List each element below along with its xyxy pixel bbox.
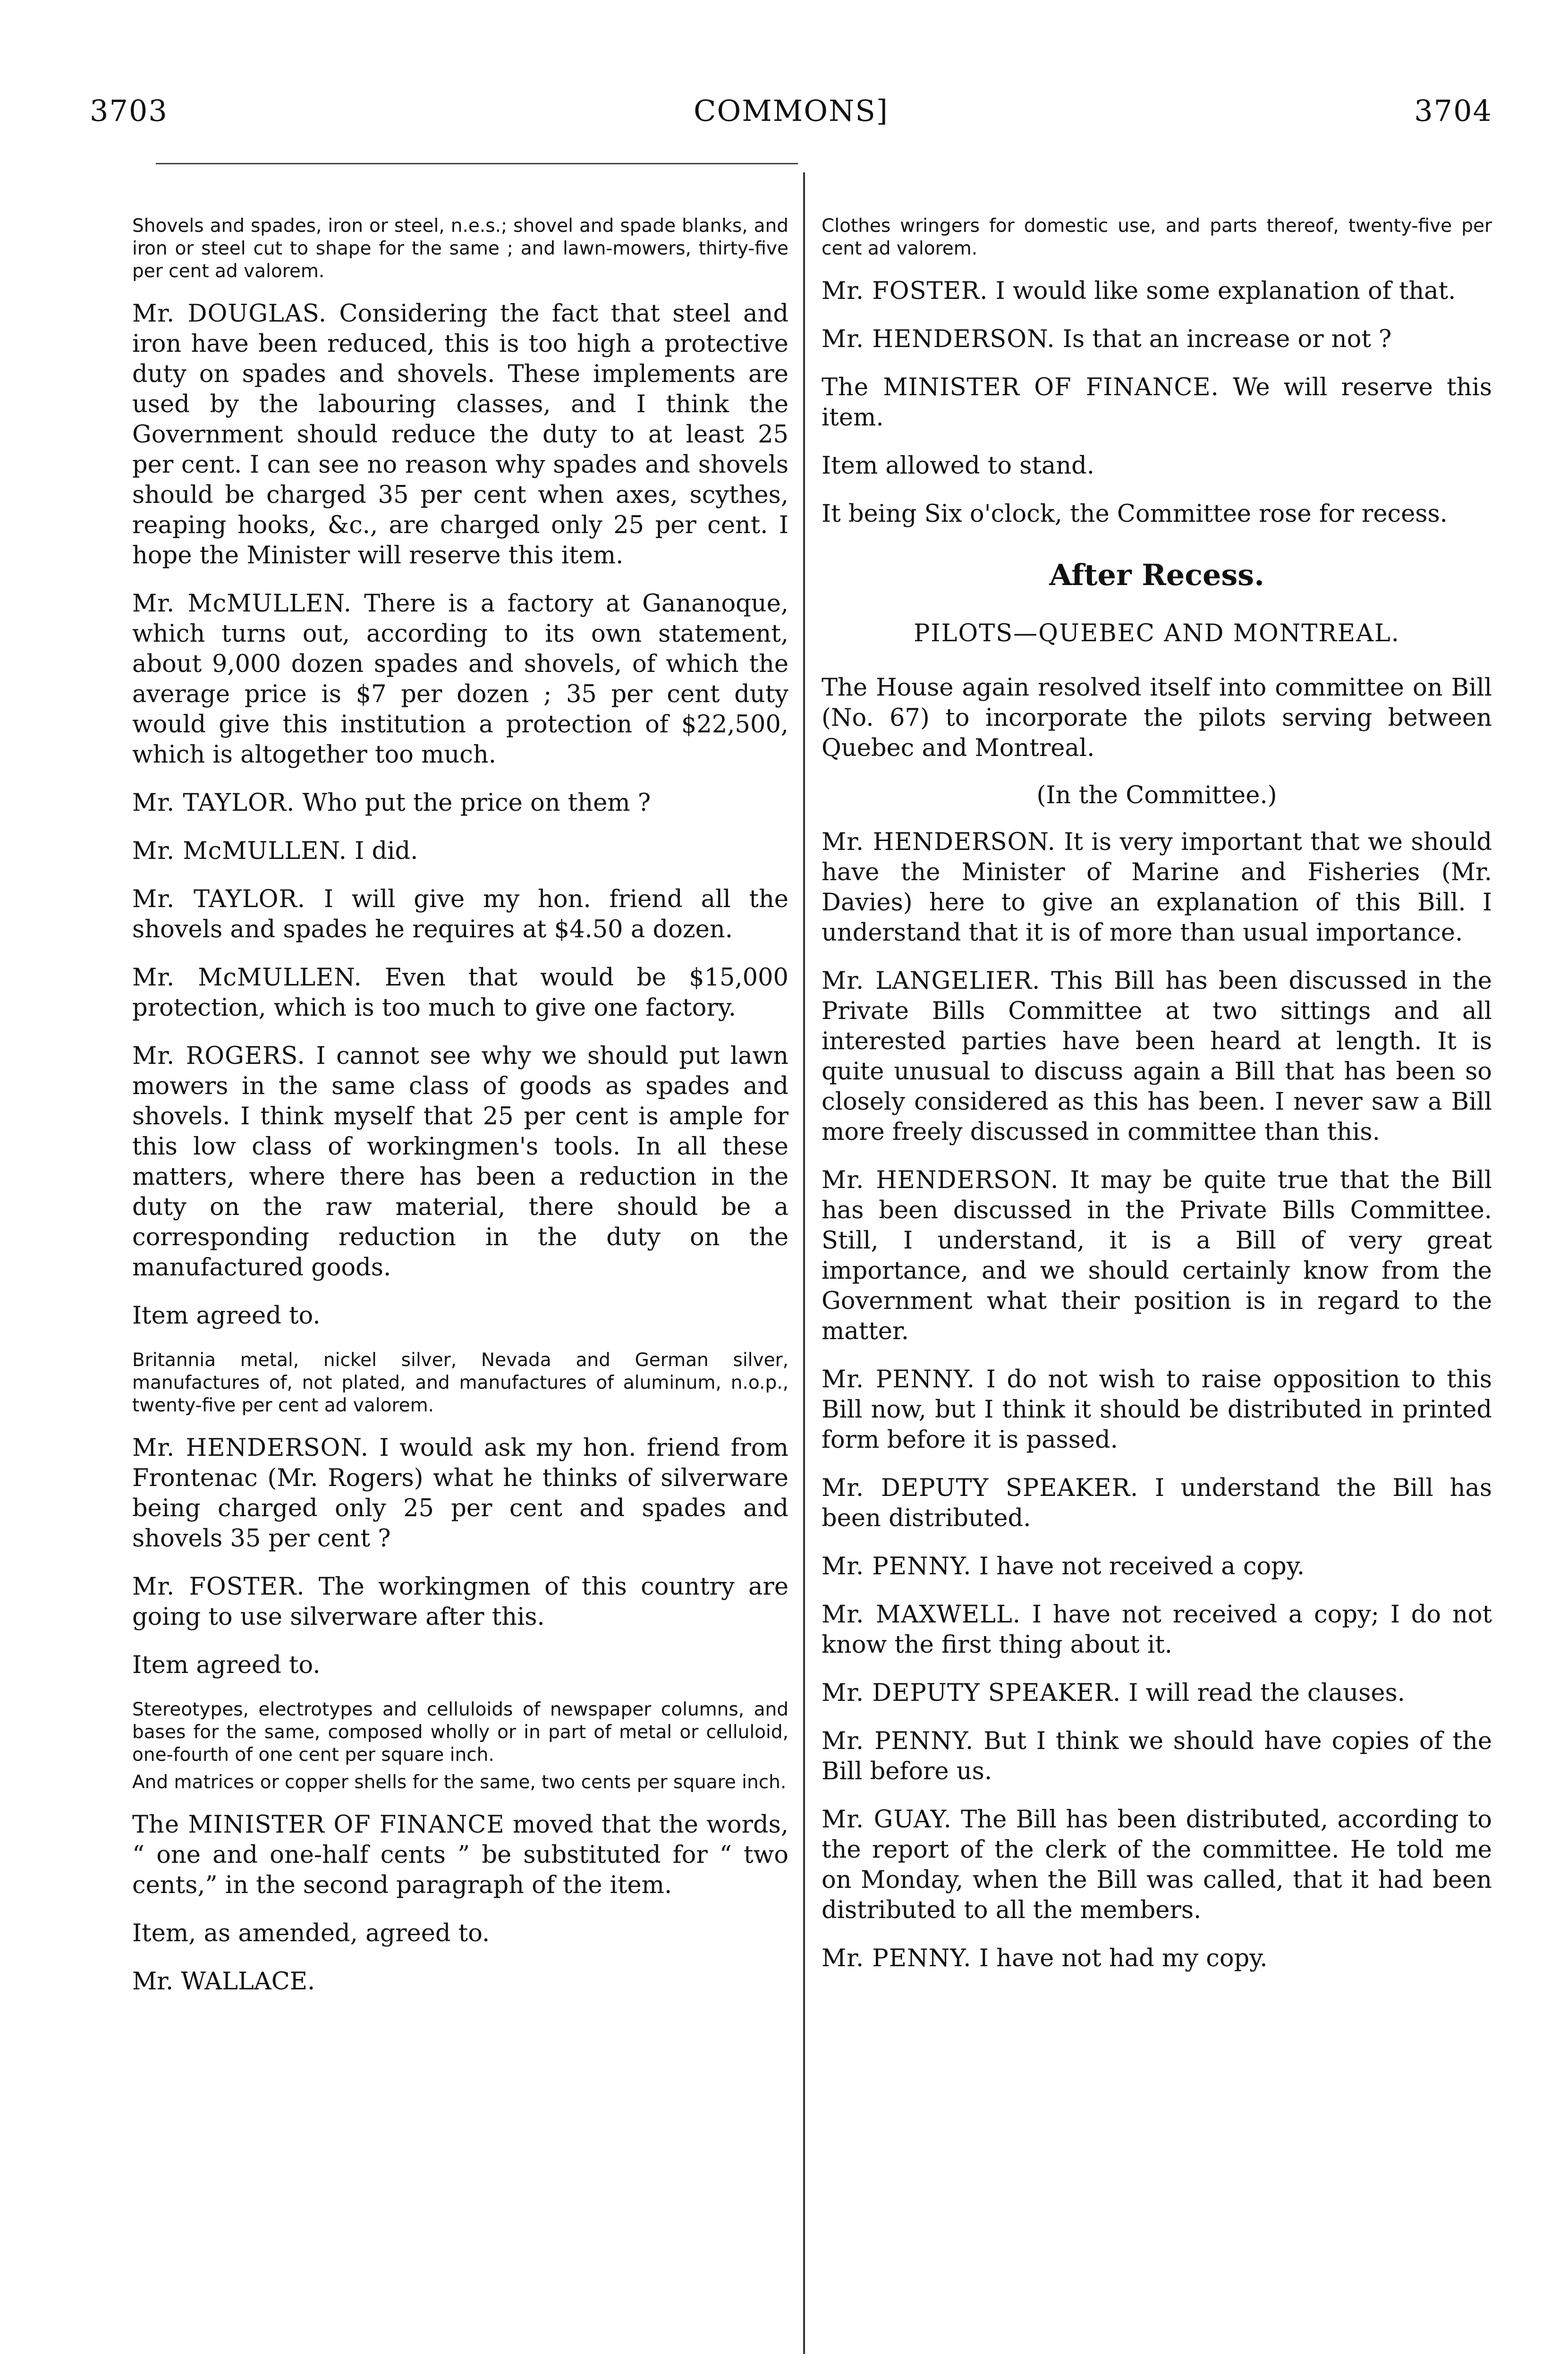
speech-text: The workingmen of this country are going to use silverware after this. [132,1573,788,1631]
speech-paragraph [132,1041,788,1283]
text-paragraph: Item, as amended, agreed to. [132,1919,490,1947]
speech-text: moved that the words, “ one and one-half cents ” be substituted for “ two cents,” in the second paragraph of the item. [132,1811,788,1899]
speech-text: I did. [347,837,418,865]
speech-text: Who put the price on them ? [295,789,651,817]
speaker-name: Mr. ROGERS. [132,1042,305,1070]
speaker-name: Mr. FOSTER. [822,277,988,305]
speech-text: I understand the Bill has been distributed. [822,1474,1492,1532]
text-paragraph: Item agreed to. [132,1302,321,1330]
text-paragraph: The House again resolved itself into committee on Bill (No. 67) to incorporate the pilots serving between Quebec and Montreal. [822,674,1492,762]
speech-paragraph [132,589,788,770]
speech-text: I would ask my hon. friend from Frontenac (Mr. Rogers) what he thinks of silverware being charged only 25 per cent and spades and shovels 35 per cent ? [132,1434,788,1553]
page-number-right: 3704 [1414,93,1492,128]
speech-text: The Bill has been distributed, according to the report of the clerk of the committee. He told me on Monday, when the Bill was called, that it had been distributed to all the members. [822,1806,1492,1924]
speaker-name: Mr. HENDERSON. [132,1434,369,1462]
text-paragraph: Mr. WALLACE. [132,1968,315,1996]
text-paragraph: It being Six o'clock, the Committee rose for recess. [822,500,1448,528]
speech-text: I have not received a copy; I do not know the first thing about it. [822,1601,1492,1659]
speech-paragraph [822,1600,1492,1660]
page-number-left: 3703 [90,93,168,128]
speaker-name: Mr. DEPUTY SPEAKER. [822,1679,1121,1707]
speaker-name: Mr. MAXWELL. [822,1601,1021,1629]
speaker-name: The MINISTER OF FINANCE [132,1811,505,1839]
tariff-item: And matrices or copper shells for the same, two cents per square inch. [132,1772,787,1793]
speech-text: I will read the clauses. [1121,1679,1405,1707]
speaker-name: Mr. McMULLEN. [132,837,347,865]
column-divider [803,172,805,2354]
right-column [822,215,1492,1992]
speaker-name: Mr. McMULLEN. [132,590,352,618]
speech-text: This Bill has been discussed in the Private Bills Committee at two sittings and all interested parties have been heard at length. It is quite unusual to discuss again a Bill that has been so closely considered as this has been. I never saw a Bill more freely discussed in committee than this. [822,967,1492,1146]
speech-text: It may be quite true that the Bill has been discussed in the Private Bills Committee. Still, I understand, it is a Bill of very great importance, and we should certainly know from the Government what their position is in regard to the matter. [822,1166,1492,1345]
speech-paragraph [822,1805,1492,1926]
speech-paragraph [822,1552,1492,1582]
speech-paragraph [822,827,1492,948]
speech-text: There is a factory at Gananoque, which turns out, according to its own statement, about 9,000 dozen spades and shovels, of which the average price is $7 per dozen ; 35 per cent duty would give this institution a protection of $22,500, which is altogether too much. [132,590,789,769]
speaker-name: Mr. TAYLOR. [132,885,305,913]
speech-paragraph [132,1810,788,1901]
running-title: COMMONS] [694,93,889,128]
speech-text: I have not received a copy. [971,1553,1305,1580]
speech-paragraph [822,324,1492,355]
speech-text: Even that would be $15,000 protection, which is too much to give one factory. [132,964,788,1022]
speaker-name: Mr. PENNY. [822,1366,975,1393]
page-header [90,93,1492,131]
tariff-item: Clothes wringers for domestic use, and parts thereof, twenty-five per cent ad valorem. [822,215,1492,259]
speaker-name: Mr. FOSTER. [132,1573,305,1601]
speech-text: I cannot see why we should put lawn mowers in the same class of goods as spades and shovels. I think myself that 25 per cent is ample for this low class of workingmen's tools. In all these matters, where there has been a reduction in the duty on the raw material, there should be a corresponding reduction in the duty on the manufactured goods. [132,1042,788,1282]
speech-text: Considering the fact that steel and iron have been reduced, this is too high a protective duty on spades and shovels. These implements are used by the labouring classes, and I think the Government should reduce the duty to at least 25 per cent. I can see no reason why spades and shovels should be charged 35 per cent when axes, scythes, reaping hooks, &c., are charged only 25 per cent. I hope the Minister will reserve this item. [132,300,788,569]
speaker-name: Mr. HENDERSON. [822,325,1055,353]
speech-paragraph [822,1165,1492,1347]
speech-text: I have not had my copy. [971,1945,1268,1972]
speaker-name: Mr. LANGELIER. [822,967,1041,995]
speech-paragraph [132,1572,788,1632]
speaker-name: Mr. HENDERSON. [822,828,1056,856]
speech-paragraph [132,963,788,1023]
section-subheading: PILOTS—QUEBEC AND MONTREAL. [914,620,1400,647]
speech-paragraph [822,1678,1492,1708]
speech-paragraph [822,1473,1492,1534]
speaker-name: Mr. GUAY. [822,1806,952,1834]
speech-text: It is very important that we should have the Minister of Marine and Fisheries (Mr. Davies) here to give an explanation of this Bill. I understand that it is of more than usual importance. [822,828,1492,947]
speech-paragraph [822,373,1492,433]
left-column [132,215,788,2015]
speaker-name: Mr. PENNY. [822,1727,974,1755]
speech-text: I do not wish to raise opposition to this Bill now, but I think it should be distributed in printed form before it is passed. [822,1366,1492,1454]
tariff-item: Stereotypes, electrotypes and celluloids of newspaper columns, and bases for the same, composed wholly or in part of metal or celluloid, one-fourth of one cent per square inch. [132,1699,788,1766]
speech-text: But I think we should have copies of the Bill before us. [822,1727,1492,1785]
speech-paragraph [132,836,788,866]
tariff-item: Britannia metal, nickel silver, Nevada and German silver, manufactures of, not plated, and manufactures of aluminum, n.o.p., twenty-five per cent ad valorem. [132,1350,788,1416]
speaker-name: Mr. HENDERSON. [822,1166,1059,1194]
speech-text: Is that an increase or not ? [1055,325,1392,353]
speech-paragraph [132,788,788,818]
header-rule [156,163,798,164]
speech-text: I will give my hon. friend all the shovels and spades he requires at $4.50 a dozen. [132,885,788,943]
tariff-item: Shovels and spades, iron or steel, n.e.s.; shovel and spade blanks, and iron or steel cut to shape for the same ; and lawn-mowers, thirty-five per cent ad valorem. [132,215,788,282]
speaker-name: Mr. PENNY. [822,1553,972,1580]
speaker-name: Mr. McMULLEN. [132,964,362,992]
speaker-name: Mr. DEPUTY SPEAKER. [822,1474,1139,1502]
speaker-name: The MINISTER OF FINANCE. [822,374,1219,401]
speech-paragraph [822,966,1492,1147]
text-paragraph: Item allowed to stand. [822,452,1095,480]
speech-paragraph [822,1365,1492,1455]
speech-text: We will reserve this item. [822,374,1492,432]
speaker-name: Mr. PENNY. [822,1945,972,1972]
speech-paragraph [132,299,788,571]
speaker-name: Mr. DOUGLAS. [132,300,327,328]
speech-paragraph [822,1944,1492,1974]
speech-paragraph [132,1433,788,1554]
text-paragraph: Item agreed to. [132,1651,321,1679]
speech-paragraph [822,1726,1492,1787]
speech-paragraph [822,276,1492,306]
committee-note: (In the Committee.) [1036,781,1277,809]
speech-text: I would like some explanation of that. [988,277,1456,305]
section-heading: After Recess. [1049,558,1264,592]
speech-paragraph [132,884,788,945]
speaker-name: Mr. TAYLOR. [132,789,295,817]
